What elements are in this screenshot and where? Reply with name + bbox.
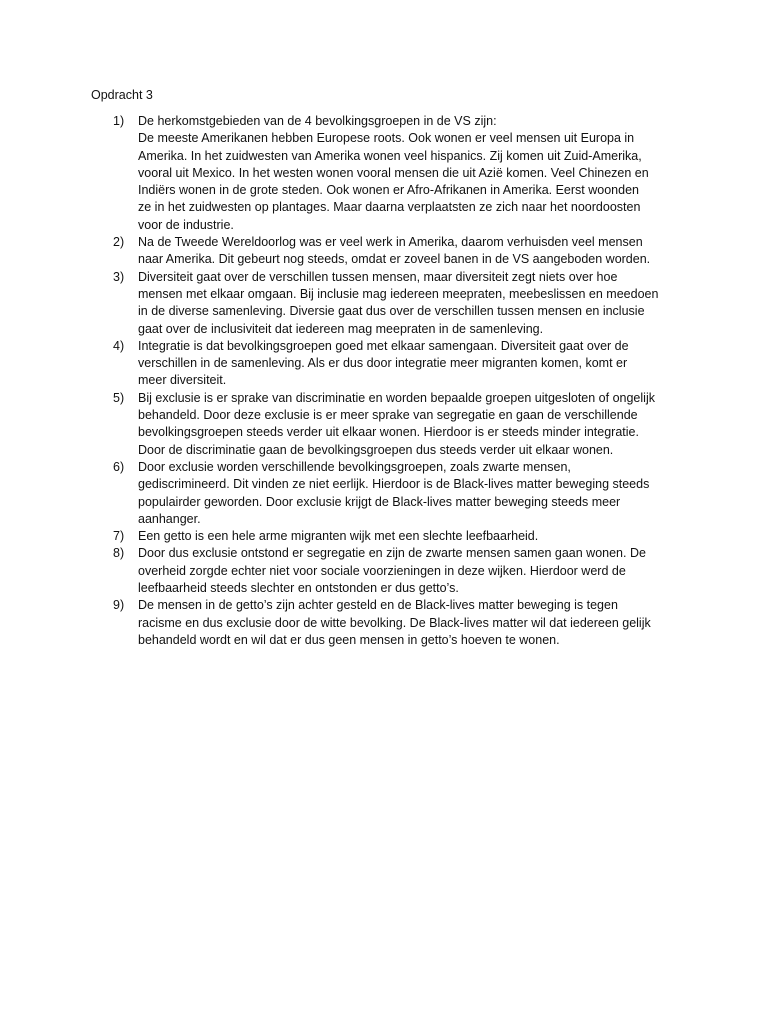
text-line: Diversiteit gaat over de verschillen tussen mensen, maar diversiteit zegt niets over hoe <box>138 269 618 284</box>
text-line: gediscrimineerd. Dit vinden ze niet eerlijk. Hierdoor is de Black-lives matter beweging steeds <box>138 477 650 492</box>
text-line: Door dus exclusie ontstond er segregatie en zijn de zwarte mensen samen gaan wonen. De <box>138 546 646 561</box>
text-line: voor de industrie. <box>138 217 234 232</box>
text-line: Door exclusie worden verschillende bevolkingsgroepen, zoals zwarte mensen, <box>138 459 571 474</box>
document-title: Opdracht 3 <box>91 88 153 102</box>
item-text <box>138 113 681 234</box>
answer-item-5 <box>91 390 681 459</box>
item-number: 2) <box>113 235 125 250</box>
answer-item-4 <box>91 338 681 390</box>
text-line: gaat over de inclusiviteit dat iedereen mag meepraten in de samenleving. <box>138 321 544 336</box>
text-line: ze in het zuidwesten op plantages. Maar daarna verplaatsten ze zich naar het noordoosten <box>138 200 641 215</box>
text-line: Amerika. In het zuidwesten van Amerika wonen veel hispanics. Zij komen uit Zuid-Amerika, <box>138 148 642 163</box>
text-line: racisme en dus exclusie door de witte bevolking. De Black-lives matter wil dat iedereen gelijk <box>138 615 651 630</box>
item-number: 6) <box>113 459 125 474</box>
text-line: leefbaarheid steeds slechter en ontstonden er dus getto’s. <box>138 581 459 596</box>
text-line: vooral uit Mexico. In het westen wonen vooral mensen die uit Azië komen. Veel Chinezen en <box>138 165 649 180</box>
text-line: Door de discriminatie gaan de bevolkingsgroepen dus steeds verder uit elkaar wonen. <box>138 442 614 457</box>
item-number: 9) <box>113 598 125 613</box>
answer-item-9 <box>91 597 681 649</box>
text-line: meer diversiteit. <box>138 373 227 388</box>
item-number: 4) <box>113 338 125 353</box>
text-line: populairder geworden. Door exclusie krijgt de Black-lives matter beweging steeds meer <box>138 494 621 509</box>
item-number: 7) <box>113 529 125 544</box>
text-line: Integratie is dat bevolkingsgroepen goed met elkaar samengaan. Diversiteit gaat over de <box>138 338 629 353</box>
text-line: De meeste Amerikanen hebben Europese roots. Ook wonen er veel mensen uit Europa in <box>138 131 635 146</box>
item-text <box>138 597 681 649</box>
text-line: De herkomstgebieden van de 4 bevolkingsgroepen in de VS zijn: <box>138 114 497 128</box>
item-number: 8) <box>113 546 125 561</box>
text-line: overheid zorgde echter niet voor sociale voorzieningen in deze wijken. Hierdoor werd de <box>138 563 626 578</box>
answer-list <box>91 113 681 649</box>
item-number: 3) <box>113 269 125 284</box>
text-line: Na de Tweede Wereldoorlog was er veel werk in Amerika, daarom verhuisden veel mensen <box>138 235 643 250</box>
text-line: mensen met elkaar omgaan. Bij inclusie mag iedereen meepraten, meebeslissen en meedoen <box>138 286 659 301</box>
text-line: bevolkingsgroepen steeds verder uit elkaar wonen. Hierdoor is er steeds minder integratie. <box>138 425 639 440</box>
text-line: naar Amerika. Dit gebeurt nog steeds, omdat er zoveel banen in de VS aangeboden worden. <box>138 252 651 267</box>
item-text <box>138 528 681 545</box>
answer-item-1 <box>91 113 681 234</box>
answer-item-7 <box>91 528 681 545</box>
text-line: Bij exclusie is er sprake van discriminatie en worden bepaalde groepen uitgesloten of ongelijk <box>138 390 655 405</box>
answer-item-8 <box>91 545 681 597</box>
item-text <box>138 459 681 528</box>
text-line: aanhanger. <box>138 511 201 526</box>
text-line: De mensen in de getto’s zijn achter gesteld en de Black-lives matter beweging is tegen <box>138 598 618 613</box>
answer-item-2 <box>91 234 681 269</box>
answer-item-3 <box>91 269 681 338</box>
text-line: verschillen in de samenleving. Als er dus door integratie meer migranten komen, komt er <box>138 356 628 371</box>
item-text <box>138 234 681 269</box>
item-number: 1) <box>113 114 125 128</box>
text-line: Een getto is een hele arme migranten wijk met een slechte leefbaarheid. <box>138 529 539 544</box>
answer-item-6 <box>91 459 681 528</box>
text-line: behandeld wordt en wil dat er dus geen mensen in getto’s hoeven te wonen. <box>138 632 560 647</box>
text-line: Indiërs wonen in de grote steden. Ook wonen er Afro-Afrikanen in Amerika. Eerst woonden <box>138 183 639 198</box>
item-text <box>138 269 681 338</box>
item-text <box>138 390 681 459</box>
item-number: 5) <box>113 390 125 405</box>
text-line: behandeld. Door deze exclusie is er meer sprake van segregatie en gaan de verschillende <box>138 408 638 423</box>
item-text <box>138 338 681 390</box>
item-text <box>138 545 681 597</box>
text-line: in de diverse samenleving. Diversie gaat dus over de verschillen tussen mensen en inclusie <box>138 304 645 319</box>
